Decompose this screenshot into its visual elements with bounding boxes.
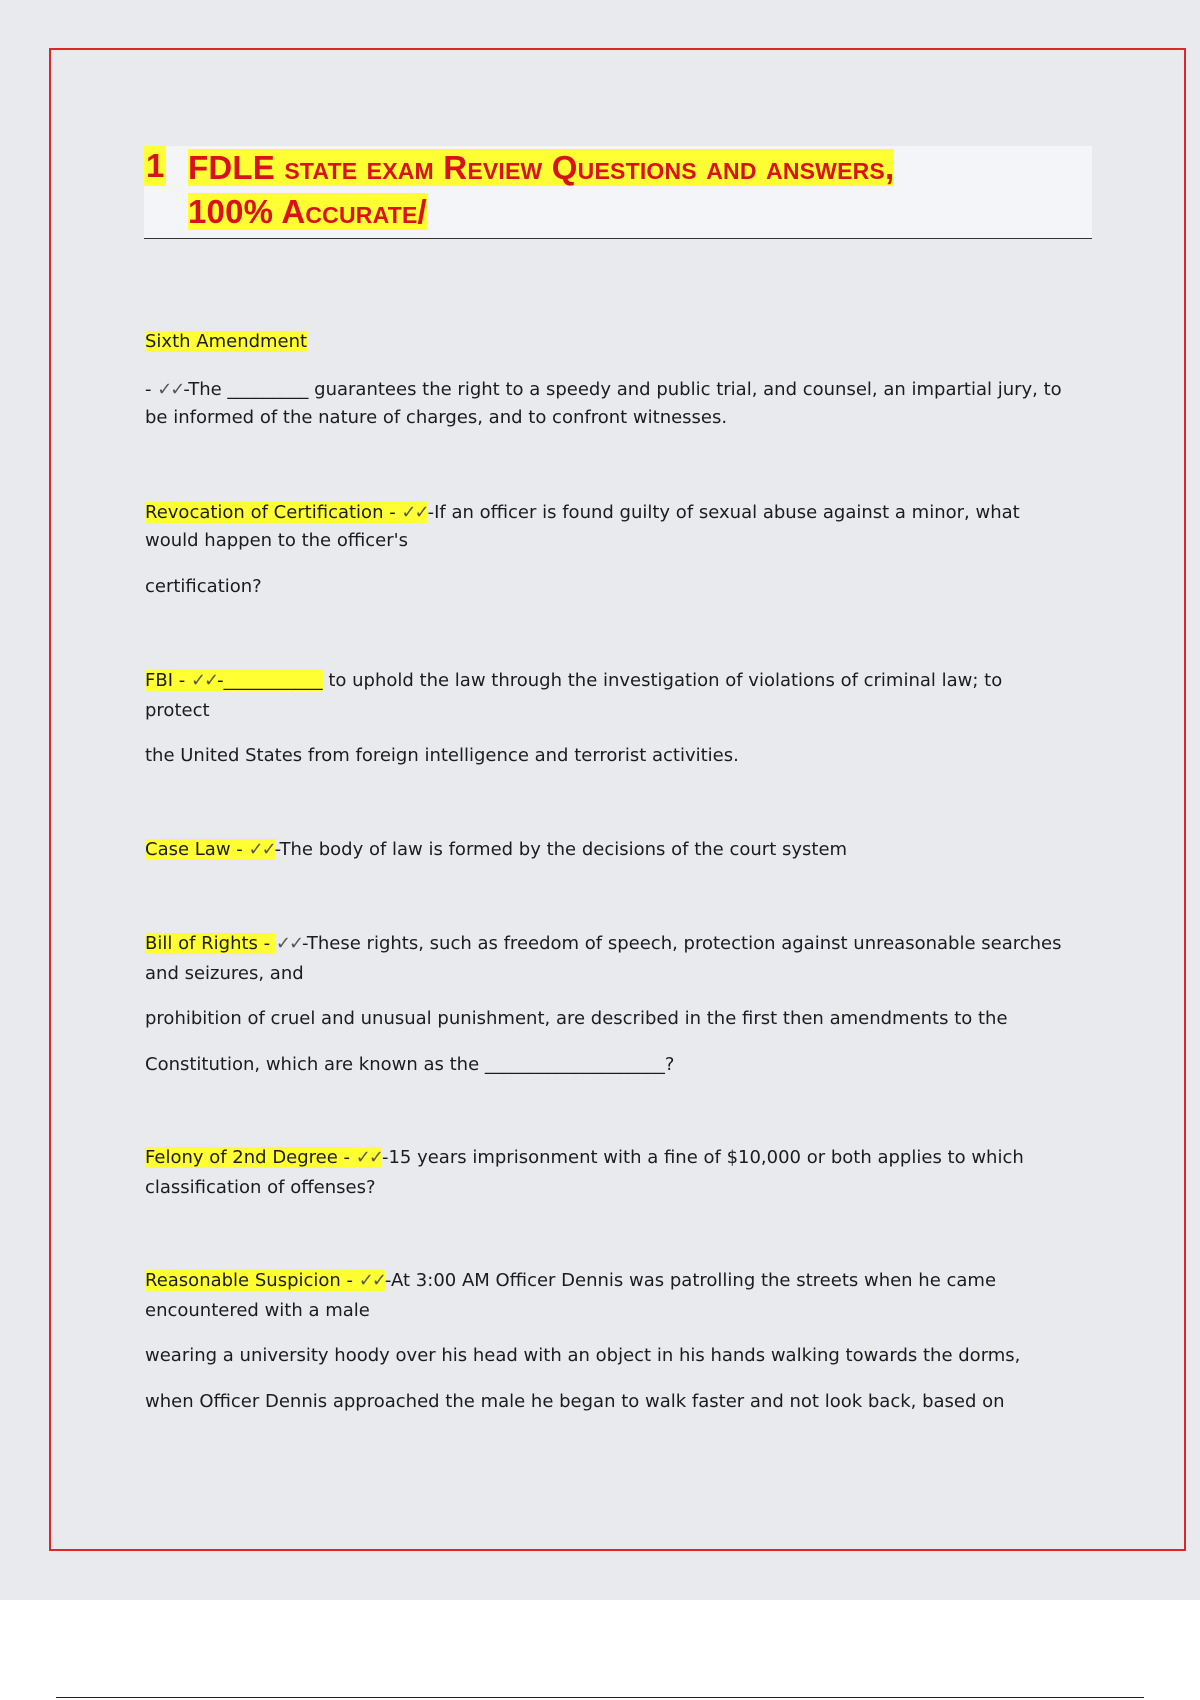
entry-line [145,1146,1024,1170]
term-highlight [145,933,276,954]
term-highlight: Sixth Amendment [145,331,308,352]
double-check-icon: ✓✓ [248,839,275,860]
entry-line [145,501,1020,525]
entry-term [145,330,307,354]
entry-line: would happen to the officer's [145,530,408,551]
entry-line [145,932,1062,956]
entry-line: when Officer Dennis approached the male he began to walk faster and not look back, based on [145,1391,1005,1412]
entry-term: Felony of 2nd Degree - [145,1147,356,1168]
entry-term: FBI - [145,670,191,691]
double-check-icon: ✓✓ [157,379,184,400]
title-line-2: 100% Accurate/ [188,193,427,230]
entry-text: to uphold the law through the investigation of violations of criminal law; to [322,670,1003,691]
entry-line: wearing a university hoody over his head with an object in his hands walking towards the dorms, [145,1345,1021,1366]
term-highlight [145,1270,385,1291]
double-check-icon: ✓✓ [358,1270,385,1291]
document-border [49,48,1186,1551]
document-title-block [144,146,1092,239]
title-line-1: FDLE state exam Review Questions and answers, [188,149,895,186]
entry-text: -The body of law is formed by the decisions of the court system [274,839,848,860]
entry-text: -These rights, such as freedom of speech, protection against unreasonable searches [302,933,1062,954]
term-highlight [145,839,275,860]
entry-term: Bill of Rights - [145,933,276,954]
entry-line: classification of offenses? [145,1177,376,1198]
entry-line: encountered with a male [145,1300,370,1321]
term-highlight [145,670,323,691]
entry-line: be informed of the nature of charges, and to confront witnesses. [145,407,728,428]
double-check-icon: ✓✓ [190,670,218,691]
entry-line [145,838,847,862]
entry-line: the United States from foreign intelligence and terrorist activities. [145,745,739,766]
entry-text: -At 3:00 AM Officer Dennis was patrolling the streets when he came [384,1270,997,1291]
entry-text: -15 years imprisonment with a fine of $10,000 or both applies to which [381,1147,1024,1168]
entry-blank: -___________ [217,670,323,691]
entry-text: -The _________ guarantees the right to a speedy and public trial, and counsel, an impartial jury, to [183,379,1062,400]
double-check-icon: ✓✓ [355,1147,382,1168]
footer-rule [56,1697,1144,1698]
entry-line: certification? [145,576,262,597]
title-number: 1 [146,147,165,184]
entry-line: and seizures, and [145,963,304,984]
entry-term: Reasonable Suspicion - [145,1270,359,1291]
entry-term: Revocation of Certification - [145,502,402,523]
entry-line: protect [145,700,210,721]
entry-term: Case Law - [145,839,249,860]
double-check-icon: ✓✓ [401,502,428,523]
entry-prefix: - [145,379,158,400]
document-title [188,146,1068,234]
entry-text: -If an officer is found guilty of sexual abuse against a minor, what [427,502,1020,523]
term-highlight [145,502,428,523]
entry-line [145,378,1062,402]
entry-line [145,669,1002,693]
term-highlight [145,1147,382,1168]
entry-line [145,1269,996,1293]
double-check-icon: ✓✓ [275,933,303,954]
entry-line: Constitution, which are known as the ____________________? [145,1054,675,1075]
entry-line: prohibition of cruel and unusual punishment, are described in the first then amendments to the [145,1008,1008,1029]
